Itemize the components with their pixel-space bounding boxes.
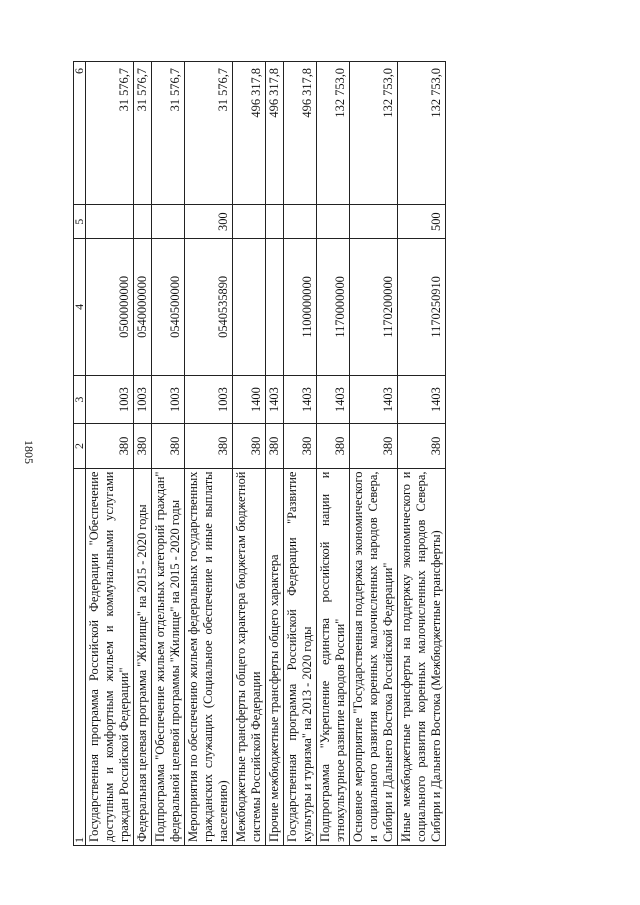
- table-row: [317, 62, 350, 846]
- row-col-6: 496 317,8: [266, 62, 284, 205]
- header-col-4: 4: [74, 238, 86, 375]
- budget-table: [73, 61, 446, 846]
- row-col-5: [350, 205, 398, 238]
- budget-table-container: [73, 61, 583, 846]
- row-col-4: 0540000000: [134, 238, 152, 375]
- row-col-3: 1403: [284, 375, 317, 424]
- row-col-5: [86, 205, 134, 238]
- row-col-2: 380: [185, 424, 233, 468]
- row-col-2: 380: [134, 424, 152, 468]
- row-col-3: 1403: [350, 375, 398, 424]
- row-col-2: 380: [152, 424, 185, 468]
- row-col-3: 1403: [398, 375, 446, 424]
- row-col-6: 31 576,7: [134, 62, 152, 205]
- table-row: [152, 62, 185, 846]
- table-row: [185, 62, 233, 846]
- row-col-5: [317, 205, 350, 238]
- row-col-4: [233, 238, 266, 375]
- row-name: Иные межбюджетные трансферты на поддержку экономического и социального развития коренных малочисленных народов Севера, Сибири и Дальнего Востока (Межбюджетные трансферты): [398, 468, 446, 845]
- row-col-2: 380: [86, 424, 134, 468]
- row-col-6: 496 317,8: [233, 62, 266, 205]
- row-col-3: 1003: [152, 375, 185, 424]
- row-name: Государственная программа Российской Федерации "Развитие культуры и туризма" на 2013 - 2020 годы: [284, 468, 317, 845]
- row-col-5: 500: [398, 205, 446, 238]
- header-col-2: 2: [74, 424, 86, 468]
- header-col-1: 1: [74, 468, 86, 845]
- row-name: Межбюджетные трансферты общего характера бюджетам бюджетной системы Российской Федерации: [233, 468, 266, 845]
- row-col-4: 1170200000: [350, 238, 398, 375]
- row-col-5: [152, 205, 185, 238]
- row-col-4: 1170250910: [398, 238, 446, 375]
- row-col-4: 1100000000: [284, 238, 317, 375]
- table-row: [233, 62, 266, 846]
- row-col-4: 0540535890: [185, 238, 233, 375]
- row-col-3: 1403: [317, 375, 350, 424]
- table-row: [134, 62, 152, 846]
- row-col-2: 380: [398, 424, 446, 468]
- row-col-6: 132 753,0: [398, 62, 446, 205]
- table-row: [284, 62, 317, 846]
- row-col-2: 380: [266, 424, 284, 468]
- row-col-6: 31 576,7: [86, 62, 134, 205]
- row-name: Подпрограмма "Укрепление единства российской нации и этнокультурное развитие народов России": [317, 468, 350, 845]
- row-col-5: 300: [185, 205, 233, 238]
- row-col-3: 1003: [86, 375, 134, 424]
- row-col-4: 0540500000: [152, 238, 185, 375]
- row-col-2: 380: [350, 424, 398, 468]
- page-number: 1805: [22, 440, 36, 464]
- row-col-6: 31 576,7: [185, 62, 233, 205]
- row-col-5: [284, 205, 317, 238]
- row-col-5: [134, 205, 152, 238]
- row-col-2: 380: [317, 424, 350, 468]
- header-row: [74, 62, 86, 846]
- row-name: Прочие межбюджетные трансферты общего характера: [266, 468, 284, 845]
- header-col-6: 6: [74, 62, 86, 205]
- table-row: [266, 62, 284, 846]
- row-name: Федеральная целевая программа "Жилище" на 2015 - 2020 годы: [134, 468, 152, 845]
- table-row: [398, 62, 446, 846]
- row-col-3: 1400: [233, 375, 266, 424]
- row-col-3: 1403: [266, 375, 284, 424]
- row-col-2: 380: [233, 424, 266, 468]
- row-col-5: [233, 205, 266, 238]
- row-col-3: 1003: [185, 375, 233, 424]
- row-col-5: [266, 205, 284, 238]
- row-col-6: 496 317,8: [284, 62, 317, 205]
- row-col-6: 31 576,7: [152, 62, 185, 205]
- row-col-4: [266, 238, 284, 375]
- row-name: Мероприятия по обеспечению жильем федеральных государственных гражданских служащих (Социальное обеспечение и иные выплаты населению): [185, 468, 233, 845]
- table-row: [86, 62, 134, 846]
- row-col-6: 132 753,0: [317, 62, 350, 205]
- row-col-2: 380: [284, 424, 317, 468]
- header-col-3: 3: [74, 375, 86, 424]
- table-row: [350, 62, 398, 846]
- row-col-3: 1003: [134, 375, 152, 424]
- row-name: Подпрограмма "Обеспечение жильем отдельных категорий граждан" федеральной целевой программы "Жилище" на 2015 - 2020 годы: [152, 468, 185, 845]
- row-name: Государственная программа Российской Федерации "Обеспечение доступным и комфортным жильем и коммунальными услугами граждан Российской Федерации": [86, 468, 134, 845]
- header-col-5: 5: [74, 205, 86, 238]
- row-col-6: 132 753,0: [350, 62, 398, 205]
- row-col-4: 1170000000: [317, 238, 350, 375]
- row-col-4: 0500000000: [86, 238, 134, 375]
- row-name: Основное мероприятие "Государственная поддержка экономического и социального развития коренных малочисленных народов Севера, Сибири и Дальнего Востока Российской Федерации": [350, 468, 398, 845]
